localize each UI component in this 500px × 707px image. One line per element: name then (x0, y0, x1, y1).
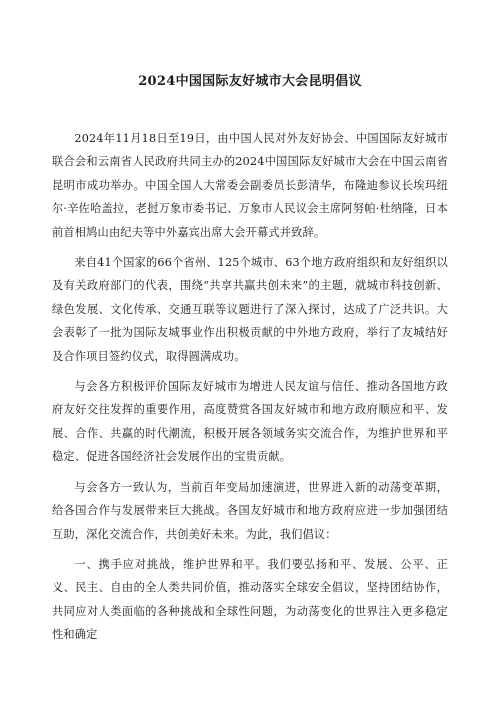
paragraph-consensus: 与会各方一致认为，当前百年变局加速演进，世界进入新的动荡变革期，给各国合作与发展带来巨大挑战。各国友好城市和地方政府应进一步加强团结互助，深化交流合作，共创美好未来。为此，我们倡议： (52, 480, 448, 541)
document-title: 2024中国国际友好城市大会昆明倡议 (138, 74, 362, 89)
paragraph-participants: 来自41个国家的66个省州、125个城市、63个地方政府组织和友好组织以及有关政府部门的代表，围绕“共享共赢共创未来”的主题，就城市科技创新、绿色发展、文化传承、交通互联等议题进行了深入探讨，达成了广泛共识。大会表彰了一批为国际友城事业作出积极贡献的中外地方政府，举行了友城结好及合作项目签约仪式，取得圆满成功。 (52, 256, 448, 363)
paragraph-evaluation: 与会各方积极评价国际友好城市为增进人民友谊与信任、推动各国地方政府友好交往发挥的重要作用，高度赞赏各国友好城市和地方政府顺应和平、发展、合作、共赢的时代潮流，积极开展各领域务实交流合作，为维护世界和平稳定、促进各国经济社会发展作出的宝贵贡献。 (52, 380, 448, 464)
paragraph-initiative-1: 一、携手应对挑战，维护世界和平。我们要弘扬和平、发展、公平、正义、民主、自由的全人类共同价值，推动落实全球安全倡议，坚持团结协作，共同应对人类面临的各种挑战和全球性问题，为动荡变化的世界注入更多稳定性和确定 (52, 557, 448, 642)
paragraph-intro: 2024年11月18日至19日，由中国人民对外友好协会、中国国际友好城市联合会和云南省人民政府共同主办的2024中国国际友好城市大会在中国云南省昆明市成功举办。中国全国人大常委会副委员长彭清华，布隆迪参议长埃玛纽尔·辛佐哈盖拉，老挝万象市委书记、万象市人民议会主席阿努帕·杜纳隆，日本前首相鸠山由纪夫等中外嘉宾出席大会开幕式并致辞。 (52, 132, 448, 239)
